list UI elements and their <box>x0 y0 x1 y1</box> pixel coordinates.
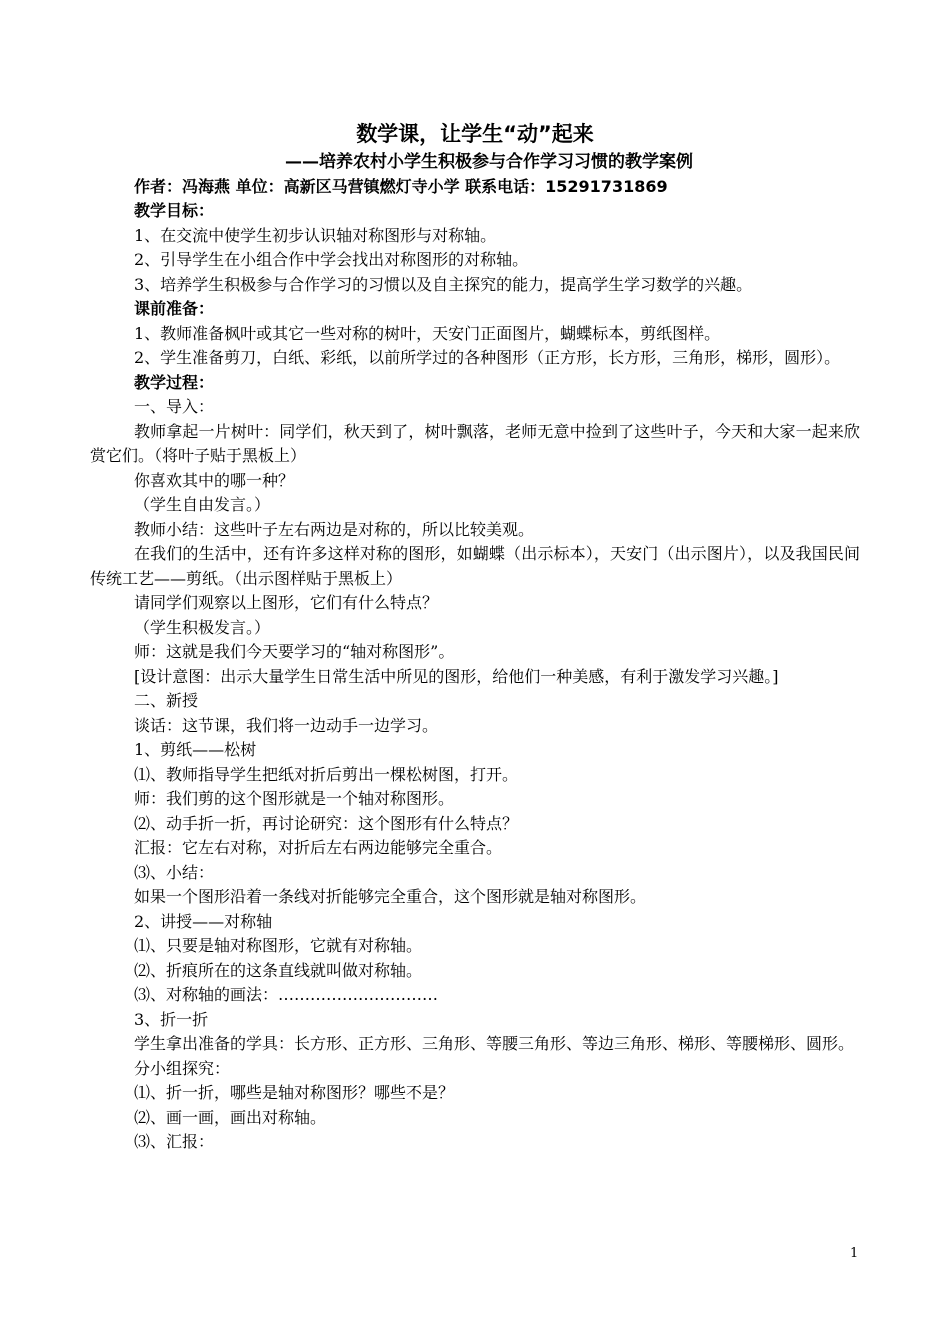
process-line: 一、导入： <box>134 397 215 416</box>
process-line: 汇报：它左右对称，对折后左右两边能够完全重合。 <box>134 838 503 857</box>
process-line: 如果一个图形沿着一条线对折能够完全重合，这个图形就是轴对称图形。 <box>134 887 647 906</box>
process-line: ⑴、折一折，哪些是轴对称图形？哪些不是？ <box>134 1083 455 1102</box>
prep-item: 2、学生准备剪刀，白纸、彩纸，以前所学过的各种图形（正方形，长方形，三角形，梯形，圆形）。 <box>134 348 841 367</box>
goal-item: 2、引导学生在小组合作中学会找出对称图形的对称轴。 <box>134 250 529 269</box>
process-line: ⑵、画一画，画出对称轴。 <box>134 1107 327 1127</box>
process-line: ⑵、动手折一折，再讨论研究：这个图形有什么特点？ <box>134 813 519 833</box>
process-line: 师：这就是我们今天要学习的“轴对称图形”。 <box>134 642 455 661</box>
process-line: 学生拿出准备的学具：长方形、正方形、三角形、等腰三角形、等边三角形、梯形、等腰梯形、圆形。 <box>134 1034 855 1053</box>
process-line: 2、讲授——对称轴 <box>134 911 273 931</box>
process-line: ⑵、折痕所在的这条直线就叫做对称轴。 <box>134 960 423 980</box>
process-line: 二、新授 <box>134 691 199 710</box>
process-line: （学生积极发言。） <box>134 617 271 637</box>
process-line: ⑶、对称轴的画法：………………………… <box>134 985 439 1004</box>
process-line: （学生自由发言。） <box>134 495 271 514</box>
process-line: 1、剪纸——松树 <box>134 740 257 759</box>
page-number: 1 <box>850 1246 859 1261</box>
process-line: ⑴、只要是轴对称图形，它就有对称轴。 <box>134 936 423 955</box>
process-line: 请同学们观察以上图形，它们有什么特点？ <box>134 593 439 612</box>
prep-heading: 课前准备： <box>134 299 215 318</box>
design-intent-note: [设计意图：出示大量学生日常生活中所见的图形，给他们一种美感，有利于激发学习兴趣。] <box>134 666 779 686</box>
process-line: 谈话：这节课，我们将一边动手一边学习。 <box>134 715 439 735</box>
prep-item: 1、教师准备枫叶或其它一些对称的树叶，天安门正面图片，蝴蝶标本，剪纸图样。 <box>134 323 721 343</box>
process-line: 教师拿起一片树叶：同学们，秋天到了，树叶飘落，老师无意中捡到了这些叶子，今天和大家一起来欣赏它们。（将叶子贴于黑板上） <box>90 421 860 465</box>
document-title: 数学课，让学生“动”起来 <box>356 122 594 146</box>
goal-item: 3、培养学生积极参与合作学习的习惯以及自主探究的能力，提高学生学习数学的兴趣。 <box>134 274 753 294</box>
process-line: 教师小结：这些叶子左右两边是对称的，所以比较美观。 <box>134 519 535 539</box>
process-line: 你喜欢其中的哪一种？ <box>134 470 295 490</box>
process-line: ⑶、小结： <box>134 862 215 882</box>
author-line: 作者：冯海燕 单位：高新区马营镇燃灯寺小学 联系电话：15291731869 <box>134 177 668 196</box>
process-heading: 教学过程： <box>134 372 215 392</box>
process-line: 在我们的生活中，还有许多这样对称的图形，如蝴蝶（出示标本），天安门（出示图片），以及我国民间传统工艺——剪纸。（出示图样贴于黑板上） <box>90 544 860 588</box>
process-line: ⑶、汇报： <box>134 1132 215 1151</box>
process-line: ⑴、教师指导学生把纸对折后剪出一棵松树图，打开。 <box>134 764 519 784</box>
process-line: 分小组探究： <box>134 1058 231 1078</box>
document-subtitle: ——培养农村小学生积极参与合作学习习惯的教学案例 <box>285 152 693 172</box>
process-line: 师：我们剪的这个图形就是一个轴对称图形。 <box>134 789 455 808</box>
document-body <box>90 199 860 1155</box>
goals-heading: 教学目标： <box>134 201 215 220</box>
goal-item: 1、在交流中使学生初步认识轴对称图形与对称轴。 <box>134 225 497 245</box>
process-line: 3、折一折 <box>134 1009 209 1029</box>
